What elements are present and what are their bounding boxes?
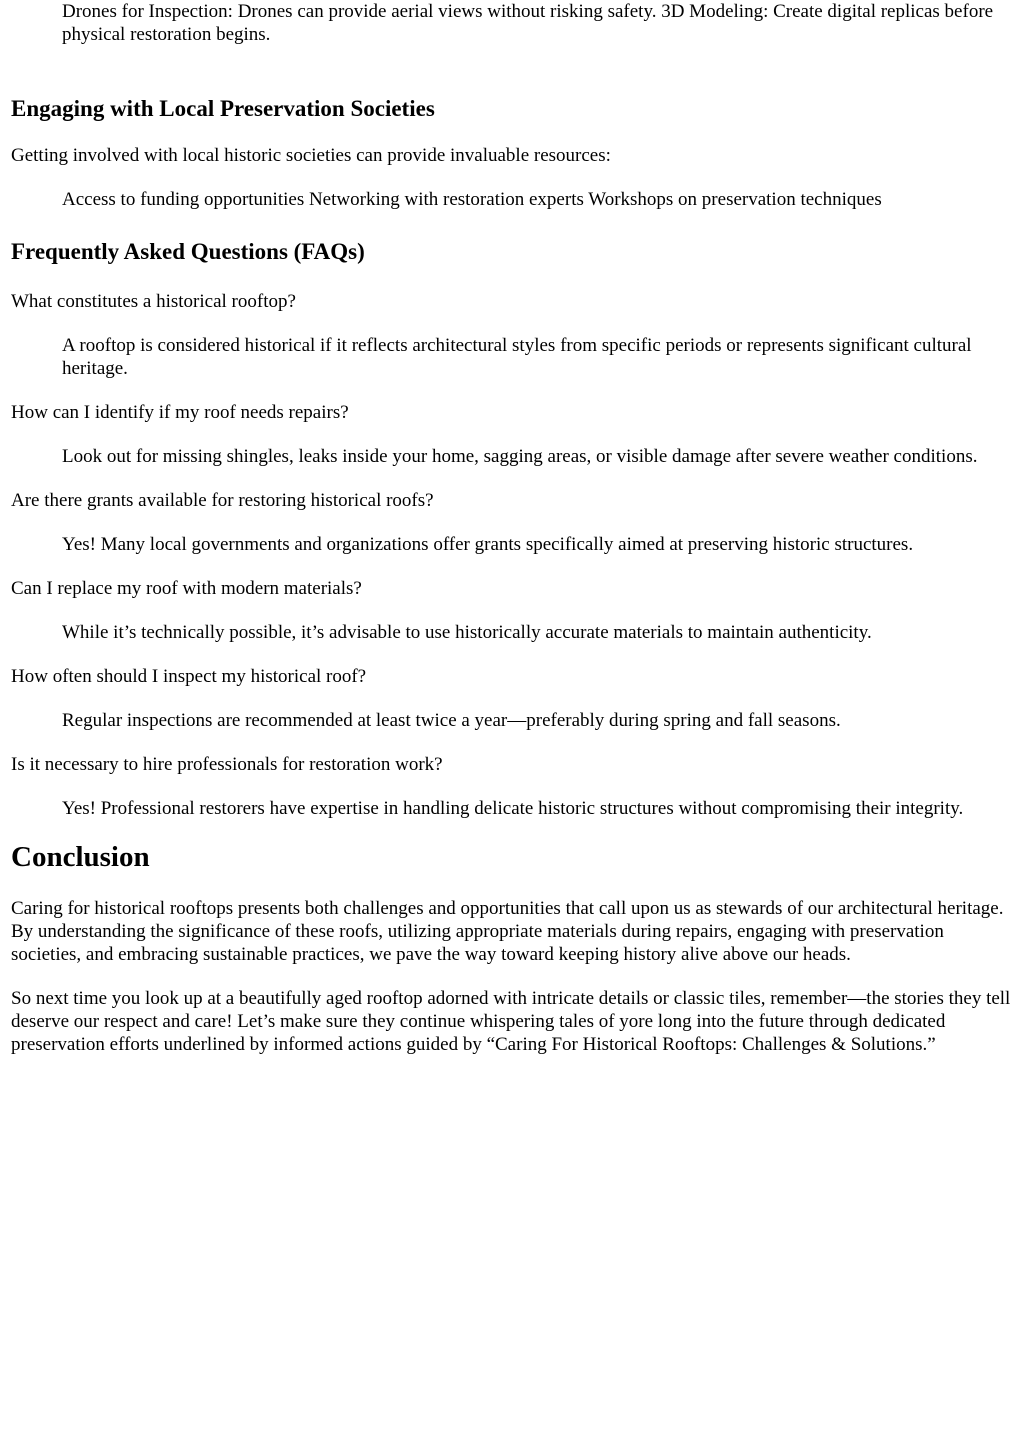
preservation-heading: Engaging with Local Preservation Societies	[11, 96, 435, 121]
conclusion-heading: Conclusion	[11, 841, 150, 873]
preservation-intro: Getting involved with local historic societies can provide invaluable resources:	[11, 145, 611, 166]
faq-answer: While it’s technically possible, it’s advisable to use historically accurate materials to maintain authenticity.	[62, 622, 872, 643]
faq-answer: Look out for missing shingles, leaks inside your home, sagging areas, or visible damage after severe weather conditions.	[62, 446, 978, 467]
faq-question: How can I identify if my roof needs repairs?	[11, 402, 349, 423]
conclusion-paragraph: Caring for historical rooftops presents both challenges and opportunities that call upon us as stewards of our architectural heritage. By understanding the significance of these roofs, utilizing appropriate materials during repairs, engaging with preservation societies, and embracing sustainable practices, we pave the way toward keeping history alive above our heads.	[11, 898, 1004, 965]
faq-question: Is it necessary to hire professionals for restoration work?	[11, 754, 443, 775]
faq-answer: Regular inspections are recommended at least twice a year—preferably during spring and fall seasons.	[62, 710, 841, 731]
faq-question: Are there grants available for restoring historical roofs?	[11, 490, 434, 511]
faq-question: Can I replace my roof with modern materials?	[11, 578, 362, 599]
tools-list-text: Drones for Inspection: Drones can provide aerial views without risking safety. 3D Modeling: Create digital replicas before physical restoration begins.	[62, 1, 994, 45]
faq-question: How often should I inspect my historical roof?	[11, 666, 367, 687]
article-content	[11, 0, 1016, 1056]
faq-answer: A rooftop is considered historical if it reflects architectural styles from specific periods or represents significant cultural heritage.	[62, 335, 972, 379]
faq-answer: Yes! Professional restorers have expertise in handling delicate historic structures without compromising their integrity.	[62, 798, 964, 819]
faq-heading: Frequently Asked Questions (FAQs)	[11, 239, 365, 264]
faq-answer: Yes! Many local governments and organizations offer grants specifically aimed at preserving historic structures.	[62, 534, 914, 555]
preservation-resources-list: Access to funding opportunities Networking with restoration experts Workshops on preservation techniques	[62, 189, 882, 210]
conclusion-paragraph: So next time you look up at a beautifully aged rooftop adorned with intricate details or classic tiles, remember—the stories they tell deserve our respect and care! Let’s make sure they continue whispering tales of yore long into the future through dedicated preservation efforts underlined by informed actions guided by “Caring For Historical Rooftops: Challenges & Solutions.”	[11, 988, 1011, 1055]
faq-question: What constitutes a historical rooftop?	[11, 291, 296, 312]
